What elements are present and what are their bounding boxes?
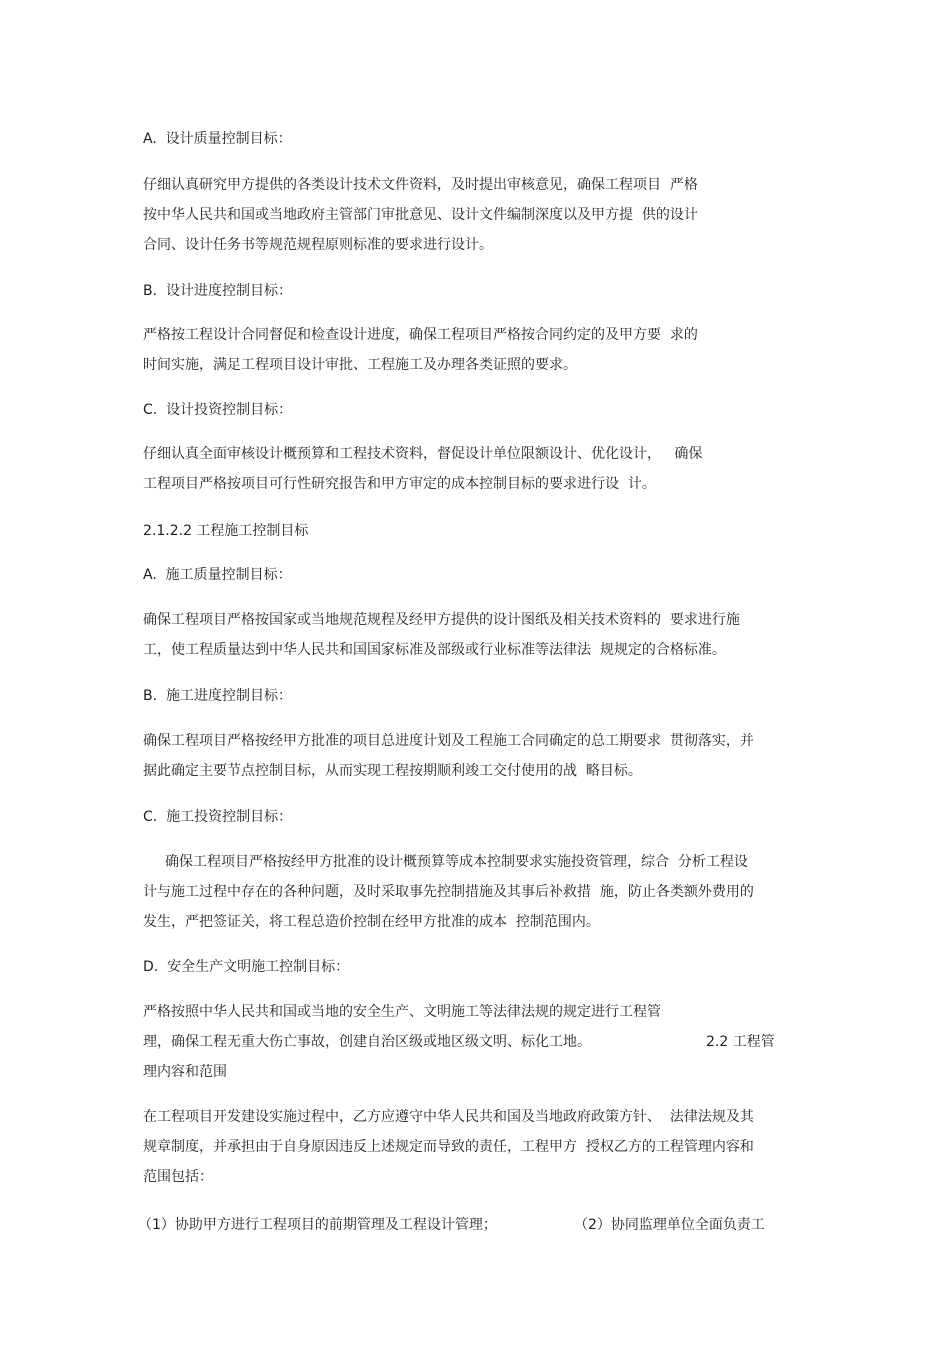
construction-investment-line-2: 计与施工过程中存在的各种问题，及时采取事先控制措施及其事后补救措 施，防止各类额外费用的	[143, 884, 754, 900]
safety-line-1: 严格按照中华人民共和国或当地的安全生产、文明施工等法律法规的规定进行工程管	[143, 1004, 661, 1020]
construction-quality-heading: A. 施工质量控制目标：	[143, 567, 292, 583]
design-progress-line-1: 严格按工程设计合同督促和检查设计进度，确保工程项目严格按合同约定的及甲方要 求的	[143, 327, 698, 343]
construction-progress-line-1: 确保工程项目严格按经甲方批准的项目总进度计划及工程施工合同确定的总工期要求 贯彻落实，并	[143, 733, 754, 749]
management-item-1: （1）协助甲方进行工程项目的前期管理及工程设计管理；	[138, 1217, 497, 1233]
safety-line-2: 理，确保工程无重大伤亡事故，创建自治区级或地区级文明、标化工地。	[143, 1034, 591, 1050]
design-investment-heading: C. 设计投资控制目标：	[143, 402, 293, 418]
design-investment-line-2: 工程项目严格按项目可行性研究报告和甲方审定的成本控制目标的要求进行设 计。	[143, 476, 656, 492]
safety-heading: D. 安全生产文明施工控制目标：	[143, 959, 350, 975]
construction-progress-line-2: 据此确定主要节点控制目标，从而实现工程按期顺利竣工交付使用的战 略目标。	[143, 763, 642, 779]
construction-progress-heading: B. 施工进度控制目标：	[143, 688, 292, 704]
management-line-2: 规章制度，并承担由于自身原因违反上述规定而导致的责任，工程甲方 授权乙方的工程管理内容和	[143, 1139, 754, 1155]
construction-investment-heading: C. 施工投资控制目标：	[143, 809, 293, 825]
construction-quality-line-2: 工，使工程质量达到中华人民共和国国家标准及部级或行业标准等法律法 规规定的合格标准。	[143, 642, 726, 658]
management-item-2: （2）协同监理单位全面负责工	[574, 1217, 765, 1233]
design-quality-line-2: 按中华人民共和国或当地政府主管部门审批意见、设计文件编制深度以及甲方提 供的设计	[143, 207, 698, 223]
design-progress-line-2: 时间实施，满足工程项目设计审批、工程施工及办理各类证照的要求。	[143, 357, 577, 373]
design-quality-line-1: 仔细认真研究甲方提供的各类设计技术文件资料，及时提出审核意见，确保工程项目 严格	[143, 177, 698, 193]
design-progress-heading: B. 设计进度控制目标：	[143, 283, 292, 299]
construction-section-title: 2.1.2.2 工程施工控制目标	[143, 523, 309, 539]
management-line-3: 范围包括：	[143, 1169, 213, 1185]
management-section-title: 2.2 工程管	[706, 1034, 775, 1050]
design-investment-line-1: 仔细认真全面审核设计概预算和工程技术资料，督促设计单位限额设计、优化设计， 确保	[143, 446, 703, 462]
construction-investment-line-3: 发生，严把签证关，将工程总造价控制在经甲方批准的成本 控制范围内。	[143, 914, 600, 930]
construction-quality-line-1: 确保工程项目严格按国家或当地规范规程及经甲方提供的设计图纸及相关技术资料的 要求进行施	[143, 612, 740, 628]
management-line-1: 在工程项目开发建设实施过程中，乙方应遵守中华人民共和国及当地政府政策方针、 法律法规及其	[143, 1109, 754, 1125]
construction-investment-line-1: 确保工程项目严格按经甲方批准的设计概预算等成本控制要求实施投资管理，综合 分析工程设	[165, 854, 748, 870]
design-quality-heading: A. 设计质量控制目标：	[143, 131, 292, 147]
design-quality-line-3: 合同、设计任务书等规范规程原则标准的要求进行设计。	[143, 237, 493, 253]
management-section-title-cont: 理内容和范围	[143, 1064, 227, 1080]
